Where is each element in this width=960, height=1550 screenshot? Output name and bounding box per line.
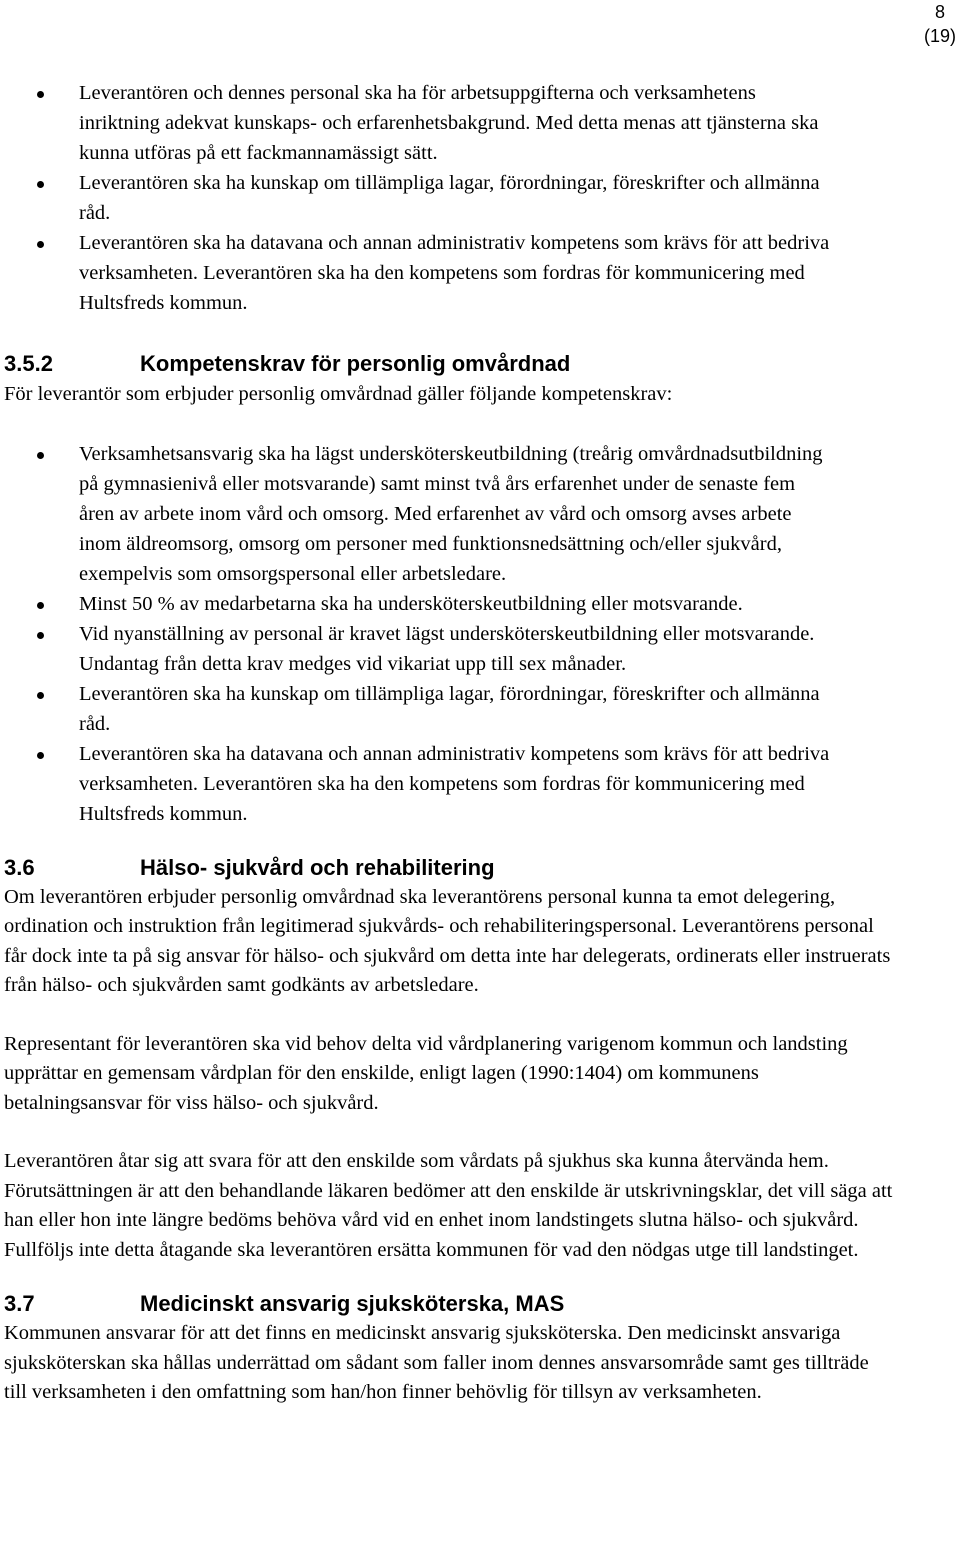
section-heading-3-5-2: 3.5.2 Kompetenskrav för personlig omvårdnad <box>4 351 571 376</box>
document-body <box>4 78 904 1408</box>
bullet-icon <box>37 452 44 459</box>
bullet-icon <box>37 632 44 639</box>
list-item: Leverantören ska ha kunskap om tillämpliga lagar, förordningar, föreskrifter och allmänna råd. <box>4 168 834 228</box>
page-number-current: 8 <box>934 2 945 22</box>
bullet-icon <box>37 752 44 759</box>
requirements-list-1 <box>4 78 834 318</box>
list-item: Vid nyanställning av personal är kravet lägst undersköterskeutbildning eller motsvarande. Undantag från detta krav medges vid vikariat upp till sex månader. <box>4 619 834 679</box>
bullet-icon <box>37 181 44 188</box>
paragraph: Kommunen ansvarar för att det finns en medicinskt ansvarig sjuksköterska. Den medicinskt ansvariga sjuksköterskan ska hållas underrättad om sådant som faller inom dennes ansvarsområde samt ges tillträde till verksamheten i den omfattning som han/hon finner behövlig för tillsyn av verksamheten. <box>4 1322 869 1403</box>
requirements-list-2 <box>4 439 834 829</box>
section-heading-3-6: 3.6 Hälso- sjukvård och rehabilitering <box>4 854 495 880</box>
paragraph: Om leverantören erbjuder personlig omvårdnad ska leverantörens personal kunna ta emot delegering, ordination och instruktion från legitimerad sjukvårds- och rehabiliteringspersonal. Leverantörens personal får dock inte ta på sig ansvar för hälso- och sjukvård om detta inte har delegerats, ordinerats eller instruerats från hälso- och sjukvården samt godkänts av arbetsledare. <box>4 885 891 996</box>
list-item: Leverantören ska ha kunskap om tillämpliga lagar, förordningar, föreskrifter och allmänna råd. <box>4 679 834 739</box>
bullet-icon <box>37 692 44 699</box>
page-number-total: (19) <box>923 26 956 46</box>
bullet-icon <box>37 241 44 248</box>
paragraph: Leverantören åtar sig att svara för att den enskilde som vårdats på sjukhus ska kunna återvända hem. Förutsättningen är att den behandlande läkaren bedömer att den enskilde är utskrivningsklar, det vill säga att han eller hon inte längre bedöms behöva vård vid en enhet inom landstingets slutna hälso- och sjukvård. Fullföljs inte detta åtagande ska leverantören ersätta kommunen för vad den nödgas utge till landstinget. <box>4 1150 893 1261</box>
paragraph: Representant för leverantören ska vid behov delta vid vårdplanering varigenom kommun och landsting upprättar en gemensam vårdplan för den enskilde, enligt lagen (1990:1404) om kommunens betalningsansvar för viss hälso- och sjukvård. <box>4 1032 848 1114</box>
bullet-icon <box>37 91 44 98</box>
list-item: Verksamhetsansvarig ska ha lägst undersköterskeutbildning (treårig omvårdnadsutbildning på gymnasienivå eller motsvarande) samt minst två års erfarenhet under de senaste fem åren av arbete inom vård och omsorg. Med erfarenhet av vård och omsorg avses arbete inom äldreomsorg, omsorg om personer med funktionsnedsättning och/eller sjukvård, exempelvis som omsorgspersonal eller arbetsledare. <box>4 439 834 589</box>
list-item: Leverantören och dennes personal ska ha för arbetsuppgifterna och verksamhetens inriktning adekvat kunskaps- och erfarenhetsbakgrund. Med detta menas att tjänsterna ska kunna utföras på ett fackmannamässigt sätt. <box>4 78 834 168</box>
page-number <box>924 0 956 48</box>
section-heading-3-7: 3.7 Medicinskt ansvarig sjuksköterska, MAS <box>4 1291 565 1316</box>
section-intro: För leverantör som erbjuder personlig omvårdnad gäller följande kompetenskrav: <box>4 383 673 405</box>
list-item: Leverantören ska ha datavana och annan administrativ kompetens som krävs för att bedriva verksamheten. Leverantören ska ha den kompetens som fordras för kommunicering med Hultsfreds kommun. <box>4 228 834 318</box>
list-item: Minst 50 % av medarbetarna ska ha undersköterskeutbildning eller motsvarande. <box>4 589 834 619</box>
bullet-icon <box>37 602 44 609</box>
list-item: Leverantören ska ha datavana och annan administrativ kompetens som krävs för att bedriva verksamheten. Leverantören ska ha den kompetens som fordras för kommunicering med Hultsfreds kommun. <box>4 739 834 829</box>
